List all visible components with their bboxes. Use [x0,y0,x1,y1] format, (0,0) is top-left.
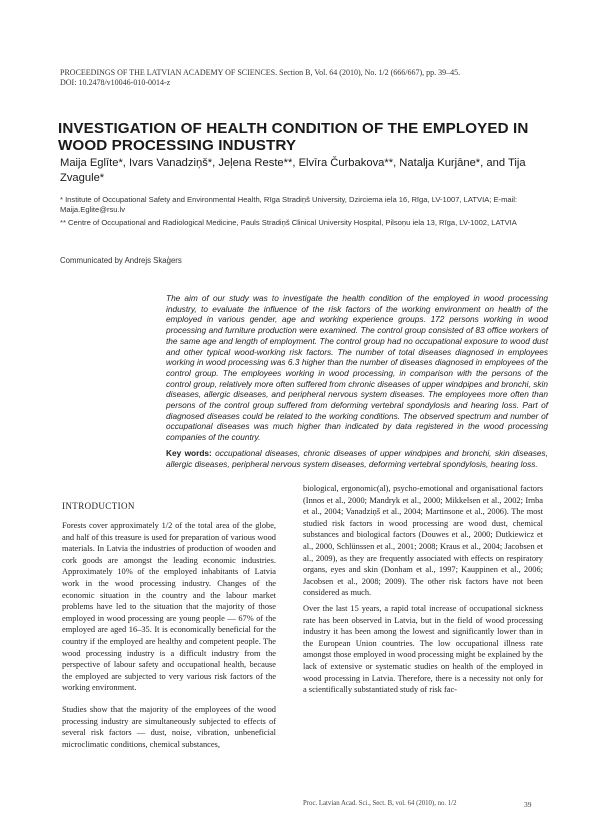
author-list: Maija Eglīte*, Ivars Vanadziņš*, Jeļena Reste**, Elvīra Čurbakova**, Natalja Kurjāne*, and Tija Zvagule* [60,157,526,184]
left-column [62,520,276,760]
doi: DOI: 10.2478/v10046-010-0014-z [60,78,171,87]
page-number: 39 [524,800,532,809]
keywords [166,448,548,469]
abstract: The aim of our study was to investigate the health condition of the employed in wood processing industry, to evaluate the influence of the risk factors of the working environment on health of the employed in various gender, age and working experience groups. 172 persons working in wood processing and furniture production were examined. The control group consisted of 83 office workers of the same age and length of employment. The control group had no occupational exposure to wood dust and other typical wood-working risk factors. The number of total diseases diagnosed in employees working in wood processing was 6.3 higher than the number of diseases diagnosed in employees of the control group. The employees working in wood processing, in comparison with the persons of the control group, relatively more often suffered from chronic diseases of upper windpipes and bronchi, skin diseases, allergic diseases, and peripheral nervous system diseases. The employees more often than persons of the control group suffered from deforming vertebral spondylosis and hearing loss. Part of diagnosed diseases could be related to the working conditions. The observed spectrum and number of occupational diseases was much higher than indicated by data registered in the wood processing companies of the country. [166,293,548,443]
article-title: INVESTIGATION OF HEALTH CONDITION OF THE EMPLOYED IN WOOD PROCESSING INDUSTRY [58,120,529,154]
affiliation-2: ** Centre of Occupational and Radiological Medicine, Pauls Stradiņš Clinical University Hospital, Pilsoņu iela 13, Rīga, LV-1002, LATVIA [60,218,517,227]
keywords-label: Key words: [166,448,212,458]
right-column [303,483,543,695]
paragraph: Studies show that the majority of the employees of the wood processing industry are simultaneously subjected to effects of several risk factors — dust, noise, vibration, unbeneficial microclimatic conditions, chemical substances, [62,704,276,749]
footer-citation: Proc. Latvian Acad. Sci., Sect. B, vol. 64 (2010), no. 1/2 [303,800,457,807]
section-heading-introduction: INTRODUCTION [62,501,135,511]
journal-citation: PROCEEDINGS OF THE LATVIAN ACADEMY OF SCIENCES. Section B, Vol. 64 (2010), No. 1/2 (666/667), pp. 39–45. [60,68,461,77]
journal-header [60,68,530,88]
paragraph: biological, ergonomic(al), psycho-emotional and organisational factors (Innos et al., 2000; Mandryk et al., 2000; Mikkelsen et al., 2002; Irnba et al., 2004; Vanadziņš et al., 2004; Martinsone et al., 2006). The most studied risk factors in wood processing are wood dust, chemical substances and biological factors (Douwes et al., 2000; Dutkiewicz et al., 2000, Schlünssen et al., 2001; 2008; Kraus et al., 2004; Jacobsen et al., 2009), as they are frequently associated with effects on respiratory organs, eyes and skin (Donham et al., 1997; Kauppinen et al., 2006; Jacobsen et al., 2008; 2009). The other risk factors have not been considered as much. [303,484,543,598]
keywords-text: occupational diseases, chronic diseases of upper windpipes and bronchi, skin diseases, allergic diseases, peripheral nervous system diseases, deforming vertebral spondylosis, hearing loss. [166,448,548,469]
affiliation-1: * Institute of Occupational Safety and Environmental Health, Rīga Stradiņš University, Dzirciema iela 16, Rīga, LV-1007, LATVIA; E-mail: Maija.Eglite@rsu.lv [60,195,518,214]
communicated-by: Communicated by Andrejs Skaģers [60,256,182,265]
paragraph: Over the last 15 years, a rapid total increase of occupational sickness rate has been observed in Latvia, but in the field of wood processing industry it has been among the lowest and significantly lower than in the European Union countries. The low occupational illness rate amongst those employed in wood processing might be explained by the lack of extensive or systematic studies on health of the employed in wood processing in Latvia. Therefore, there is a necessity not only for a scientifically substantiated study of risk fac- [303,604,543,695]
paragraph: Forests cover approximately 1/2 of the total area of the globe, and half of this treasure is used for preparation of various wood materials. In Latvia the industries of production of wooden and cork goods are amongst the leading economic industries. Approximately 10% of the employed inhabitants of Latvia work in the wood processing industry. Changes of the economic situation in the country and the labour market problems have led to the situation that the majority of those employed in wood processing are young people — 67% of the employed are aged 16–35. It is economically beneficial for the country if the employed are healthy and competent people. The wood processing industry is a difficult industry from the perspective of labour safety and occupational health, because the employed are subjected to very various risk factors of the working environment. [62,521,276,693]
